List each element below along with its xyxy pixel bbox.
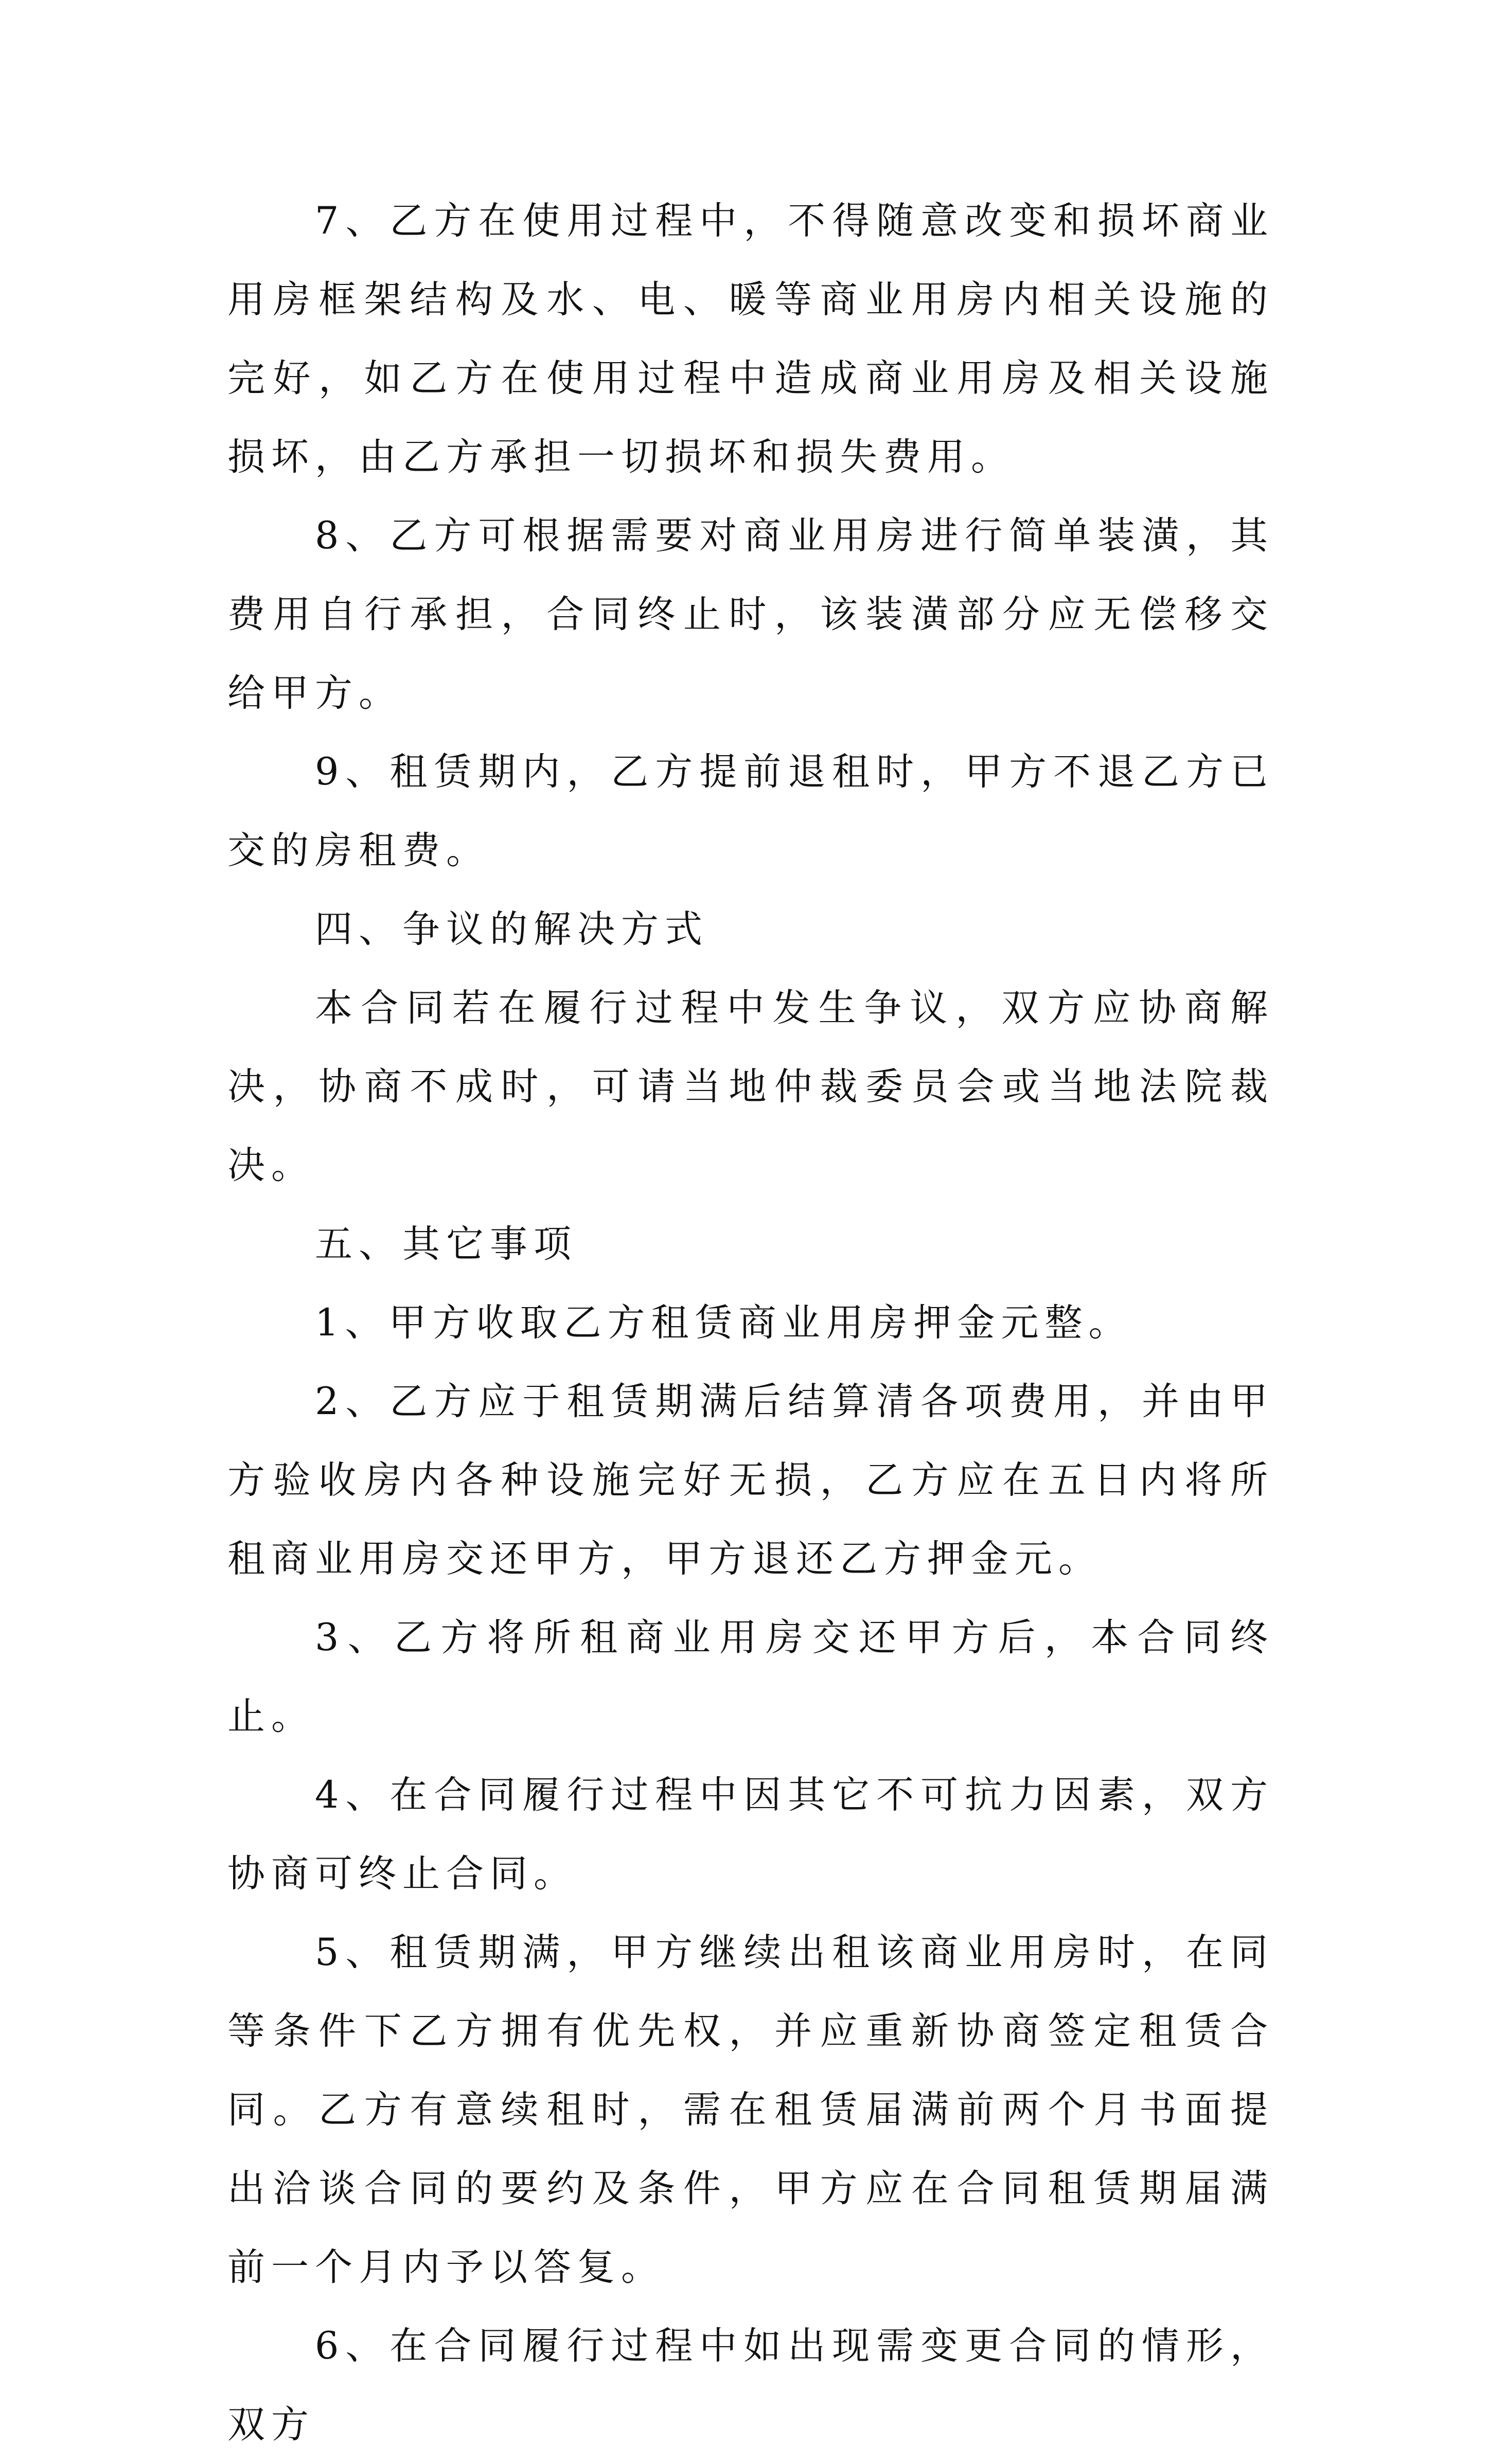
other-matters-clause-4: 4、在合同履行过程中因其它不可抗力因素，双方协商可终止合同。 (227, 1773, 1274, 1896)
other-matters-clause-1: 1、甲方收取乙方租赁商业用房押金元整。 (315, 1301, 1132, 1345)
section-4-heading: 四、争议的解决方式 (315, 907, 708, 951)
other-matters-clause-6: 6、在合同履行过程中如出现需变更合同的情形，双方 (227, 2324, 1274, 2447)
other-matters-clause-2: 2、乙方应于租赁期满后结算清各项费用，并由甲方验收房内各种设施完好无损，乙方应在五日内将所租商业用房交还甲方，甲方退还乙方押金元。 (227, 1380, 1274, 1581)
document-body (227, 182, 1274, 2464)
clause-7-paragraph: 7、乙方在使用过程中，不得随意改变和损坏商业用房框架结构及水、电、暖等商业用房内相关设施的完好，如乙方在使用过程中造成商业用房及相关设施损坏，由乙方承担一切损坏和损失费用。 (227, 199, 1274, 479)
dispute-resolution-paragraph: 本合同若在履行过程中发生争议，双方应协商解决，协商不成时，可请当地仲裁委员会或当地法院裁决。 (227, 986, 1274, 1187)
clause-8-paragraph: 8、乙方可根据需要对商业用房进行简单装潢，其费用自行承担，合同终止时，该装潢部分应无偿移交给甲方。 (227, 514, 1274, 715)
other-matters-clause-3: 3、乙方将所租商业用房交还甲方后，本合同终止。 (227, 1616, 1274, 1738)
clause-9-paragraph: 9、租赁期内，乙方提前退租时，甲方不退乙方已交的房租费。 (227, 750, 1274, 872)
other-matters-clause-5: 5、租赁期满，甲方继续出租该商业用房时，在同等条件下乙方拥有优先权，并应重新协商签定租赁合同。乙方有意续租时，需在租赁届满前两个月书面提出洽谈合同的要约及条件，甲方应在合同租赁期届满前一个月内予以答复。 (227, 1931, 1274, 2289)
section-5-heading: 五、其它事项 (315, 1222, 577, 1266)
